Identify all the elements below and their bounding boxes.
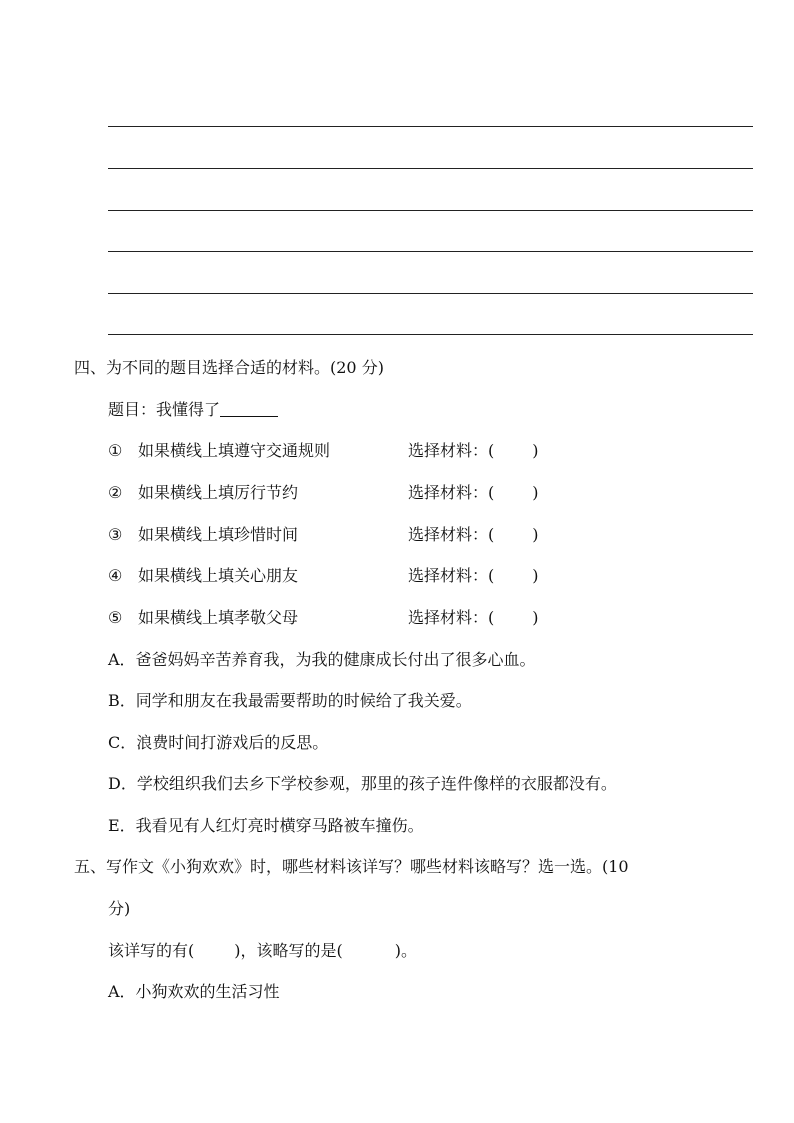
- item-text: 如果横线上填珍惜时间: [138, 525, 299, 544]
- writing-line-6: [108, 334, 753, 335]
- item-row-4: [108, 565, 539, 587]
- option-b: B．同学和朋友在我最需要帮助的时候给了我关爱。: [108, 691, 472, 710]
- close-paren: ): [532, 525, 539, 544]
- select-label: 选择材料：(: [408, 525, 495, 544]
- item-number: ③: [108, 525, 123, 544]
- close-paren: ): [532, 566, 539, 585]
- item-number: ⑤: [108, 608, 123, 627]
- item-text: 如果横线上填孝敬父母: [138, 608, 299, 627]
- close-paren: ): [532, 608, 539, 627]
- topic-line: [108, 399, 278, 421]
- writing-line-2: [108, 168, 753, 169]
- item-number: ②: [108, 483, 123, 502]
- close-paren: ): [532, 441, 539, 460]
- writing-line-5: [108, 293, 753, 294]
- writing-line-1: [108, 126, 753, 127]
- select-label: 选择材料：(: [408, 441, 495, 460]
- item-text: 如果横线上填厉行节约: [138, 483, 299, 502]
- close-paren: ): [532, 483, 539, 502]
- answer-part-2: )，该略写的是(: [234, 941, 343, 960]
- section5-option-a: A．小狗欢欢的生活习性: [108, 982, 280, 1001]
- section5-title: 五、写作文《小狗欢欢》时，哪些材料该详写？哪些材料该略写？选一选。(10: [74, 857, 629, 876]
- answer-part-3: )。: [394, 941, 417, 960]
- writing-line-3: [108, 210, 753, 211]
- item-row-3: [108, 524, 539, 546]
- writing-line-4: [108, 251, 753, 252]
- option-c: C．浪费时间打游戏后的反思。: [108, 733, 329, 752]
- item-row-1: [108, 440, 539, 462]
- option-d: D．学校组织我们去乡下学校参观，那里的孩子连件像样的衣服都没有。: [108, 774, 617, 793]
- section5-title-cont: 分): [108, 899, 131, 918]
- item-row-2: [108, 482, 539, 504]
- item-row-5: [108, 607, 539, 629]
- option-e: E．我看见有人红灯亮时横穿马路被车撞伤。: [108, 816, 424, 835]
- select-label: 选择材料：(: [408, 608, 495, 627]
- answer-part-1: 该详写的有(: [108, 941, 195, 960]
- option-a: A．爸爸妈妈辛苦养育我，为我的健康成长付出了很多心血。: [108, 650, 536, 669]
- topic-blank[interactable]: [220, 400, 278, 417]
- item-number: ④: [108, 566, 123, 585]
- section5-answer-line: [108, 940, 417, 962]
- item-text: 如果横线上填遵守交通规则: [138, 441, 331, 460]
- select-label: 选择材料：(: [408, 566, 495, 585]
- topic-prefix: 题目：我懂得了: [108, 400, 221, 419]
- select-label: 选择材料：(: [408, 483, 495, 502]
- section4-title: 四、为不同的题目选择合适的材料。(20 分): [74, 358, 384, 377]
- item-text: 如果横线上填关心朋友: [138, 566, 299, 585]
- item-number: ①: [108, 441, 123, 460]
